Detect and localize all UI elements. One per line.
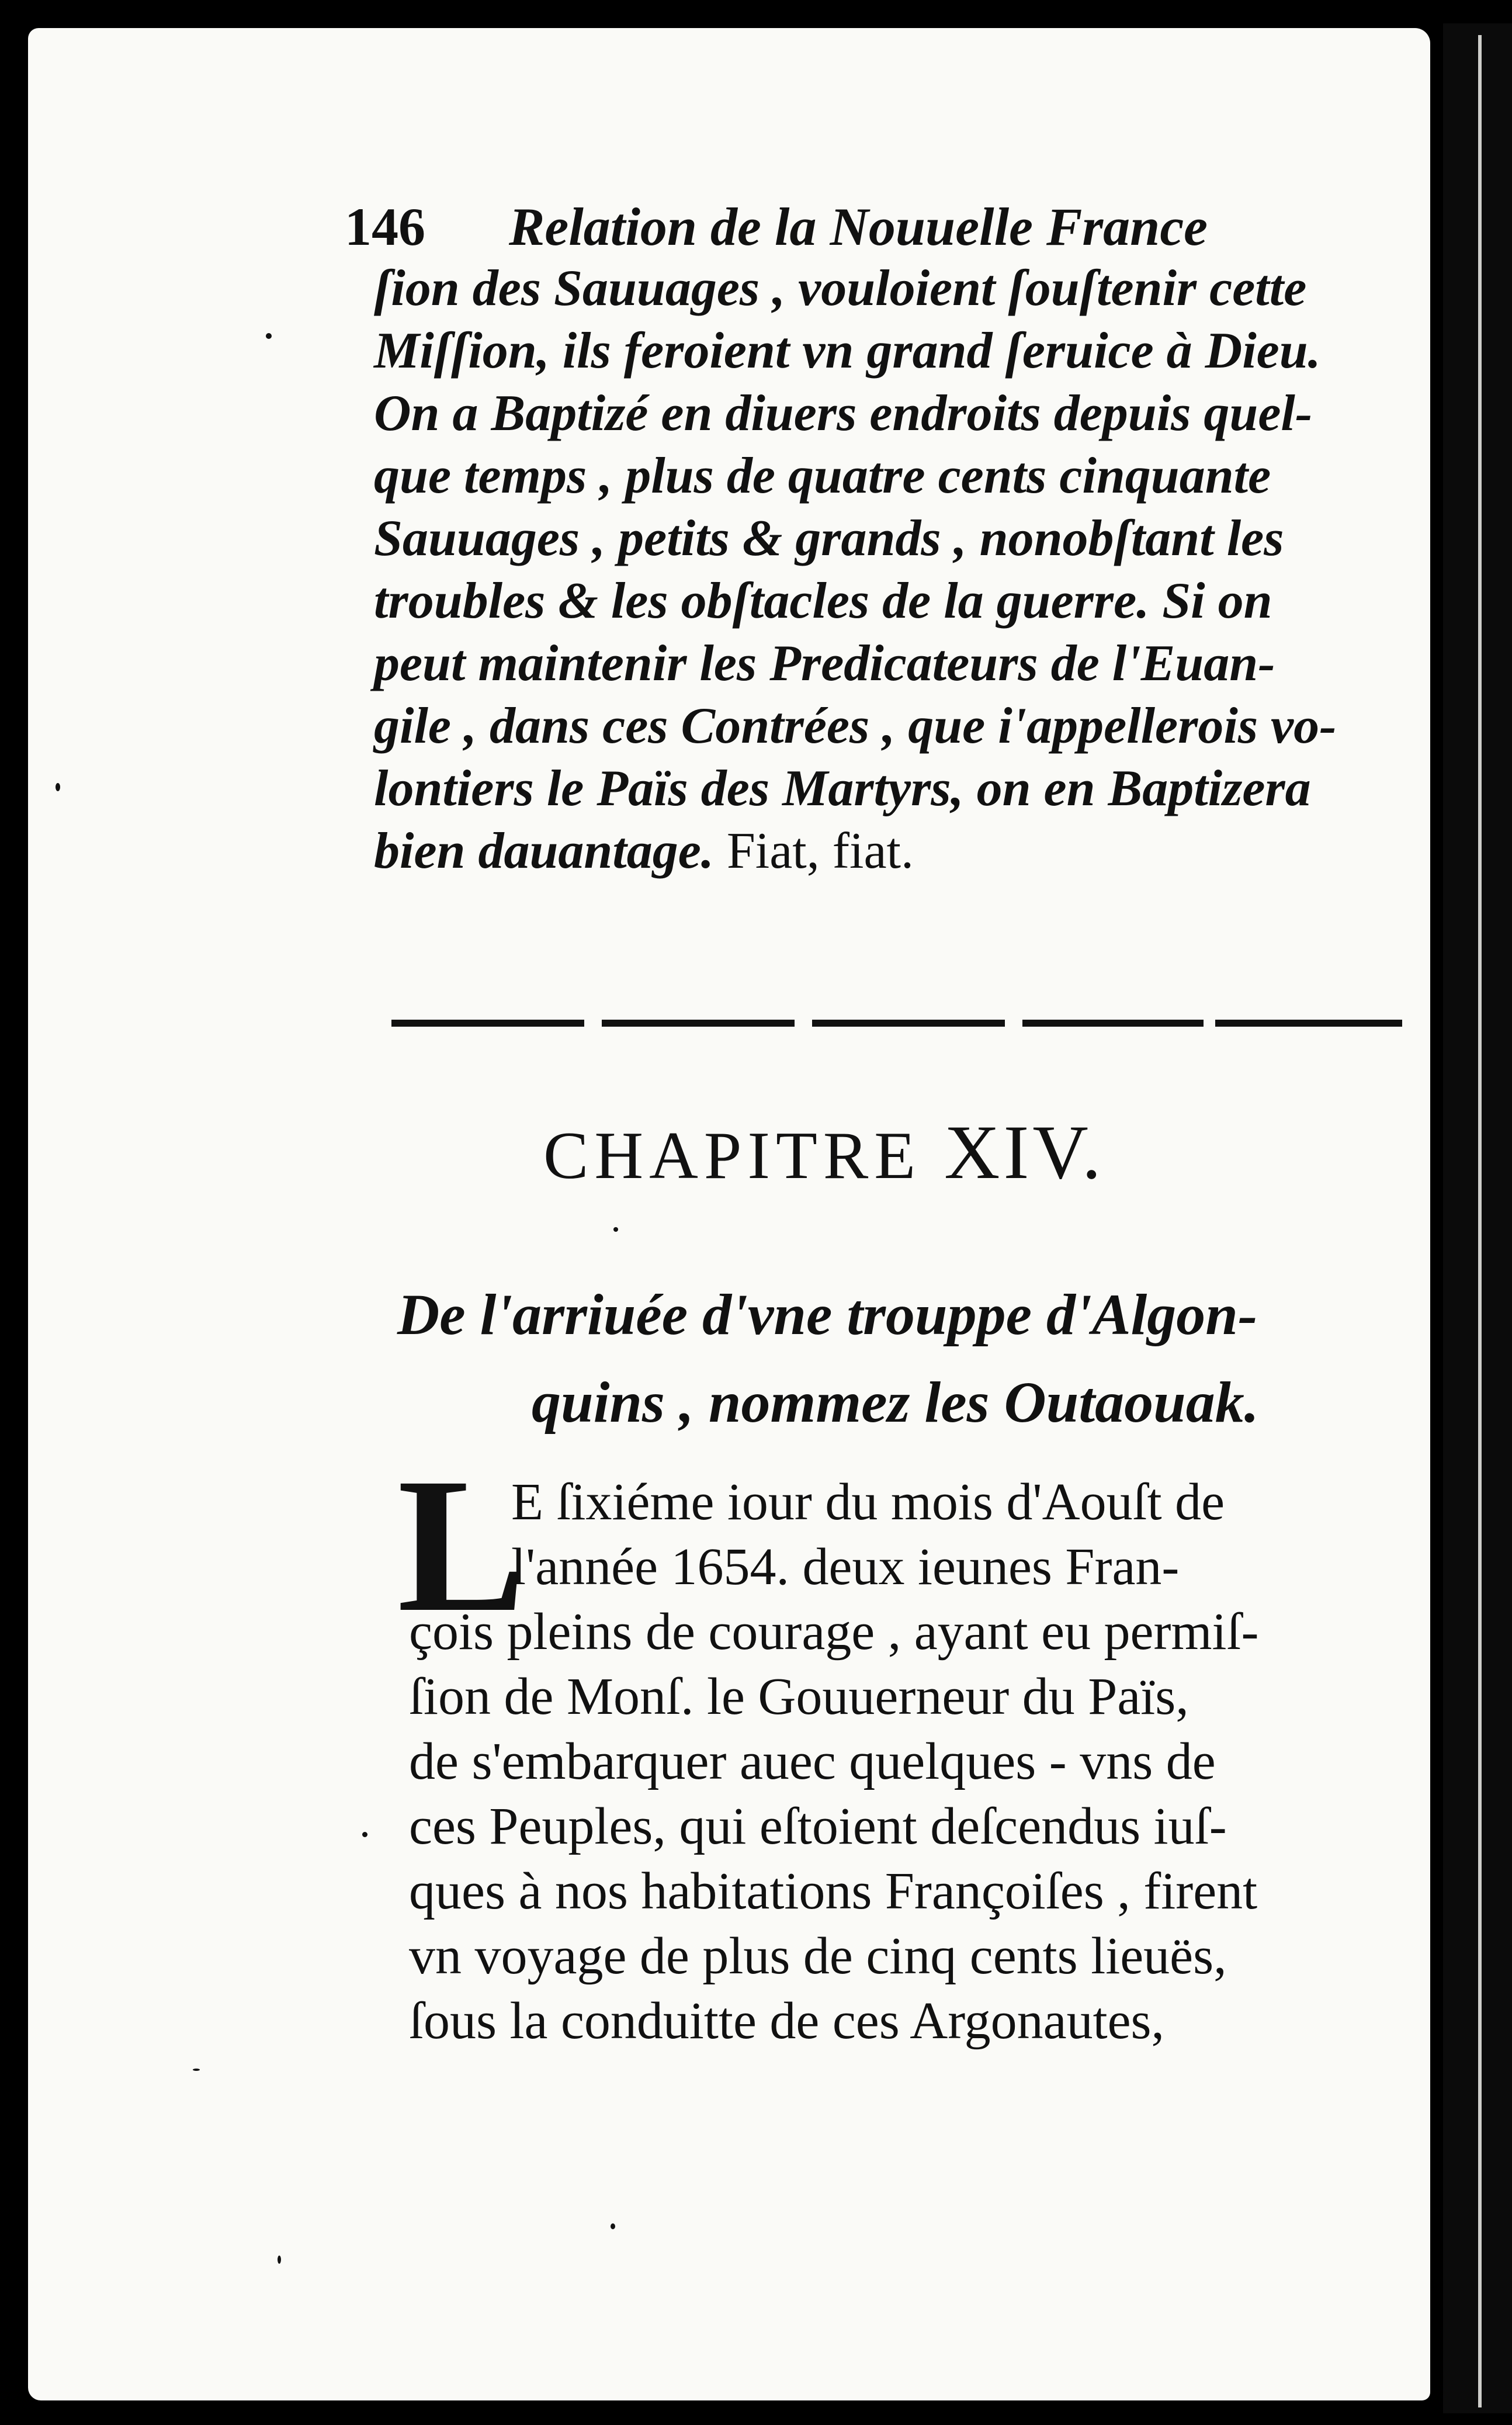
chapter-number: XIV. [944, 1109, 1105, 1195]
next-page-edge [1478, 35, 1482, 2407]
chapter-title [397, 1271, 1259, 1446]
chapter-heading [543, 1107, 1105, 1197]
text-line: Miſſion, ils feroient vn grand ſeruice à Dieu. [374, 323, 1321, 379]
section-divider [391, 1020, 1402, 1028]
text-line [374, 820, 1402, 882]
body-paragraph [397, 1439, 1414, 2053]
chapter-label: CHAPITRE [543, 1118, 922, 1193]
running-header [345, 196, 1338, 266]
running-title: Relation de la Nouuelle France [509, 197, 1208, 257]
text-line: ſous la conduitte de ces Argonautes, [409, 1992, 1165, 2050]
text-fragment: bien dauantage. [374, 823, 714, 879]
text-line: E ſixiéme iour du mois d'Aouſt de [511, 1473, 1225, 1531]
text-line: çois pleins de courage , ayant eu permiſ- [409, 1603, 1259, 1661]
text-line: Sauuages , petits & grands , nonobſtant les [374, 510, 1284, 567]
text-line: de s'embarquer auec quelques - vns de [409, 1733, 1216, 1790]
text-line: ſion des Sauuages , vouloient ſouſtenir cette [374, 260, 1307, 317]
drop-cap: L [397, 1439, 526, 1652]
page-number: 146 [345, 197, 425, 257]
text-line: troubles & les obſtacles de la guerre. Si on [374, 573, 1272, 629]
text-line: que temps , plus de quatre cents cinquante [374, 448, 1271, 504]
text-line: vn voyage de plus de cinq cents lieuës, [409, 1927, 1227, 1985]
fiat-text: Fiat, fiat. [726, 823, 914, 879]
text-line: l'année 1654. deux ieunes Fran- [511, 1538, 1180, 1596]
chapter-title-line: De l'arriuée d'vne trouppe d'Algon- [397, 1282, 1258, 1347]
text-line: peut maintenir les Predicateurs de l'Euan- [374, 635, 1275, 692]
text-line: lontiers le Païs des Martyrs, on en Baptizera [374, 760, 1311, 817]
chapter-title-line: quins , nommez les Outaouak. [532, 1370, 1259, 1435]
text-line: ces Peuples, qui eſtoient deſcendus iuſ- [409, 1797, 1227, 1855]
italic-paragraph [374, 257, 1402, 882]
text-line: On a Baptizé en diuers endroits depuis quel- [374, 385, 1313, 442]
text-line: gile , dans ces Contrées , que i'appellerois vo- [374, 698, 1337, 754]
binding-gutter [1443, 23, 1512, 2413]
text-line: ſion de Monſ. le Gouuerneur du Païs, [409, 1668, 1189, 1726]
text-line: ques à nos habitations Françoiſes , firent [409, 1862, 1258, 1920]
